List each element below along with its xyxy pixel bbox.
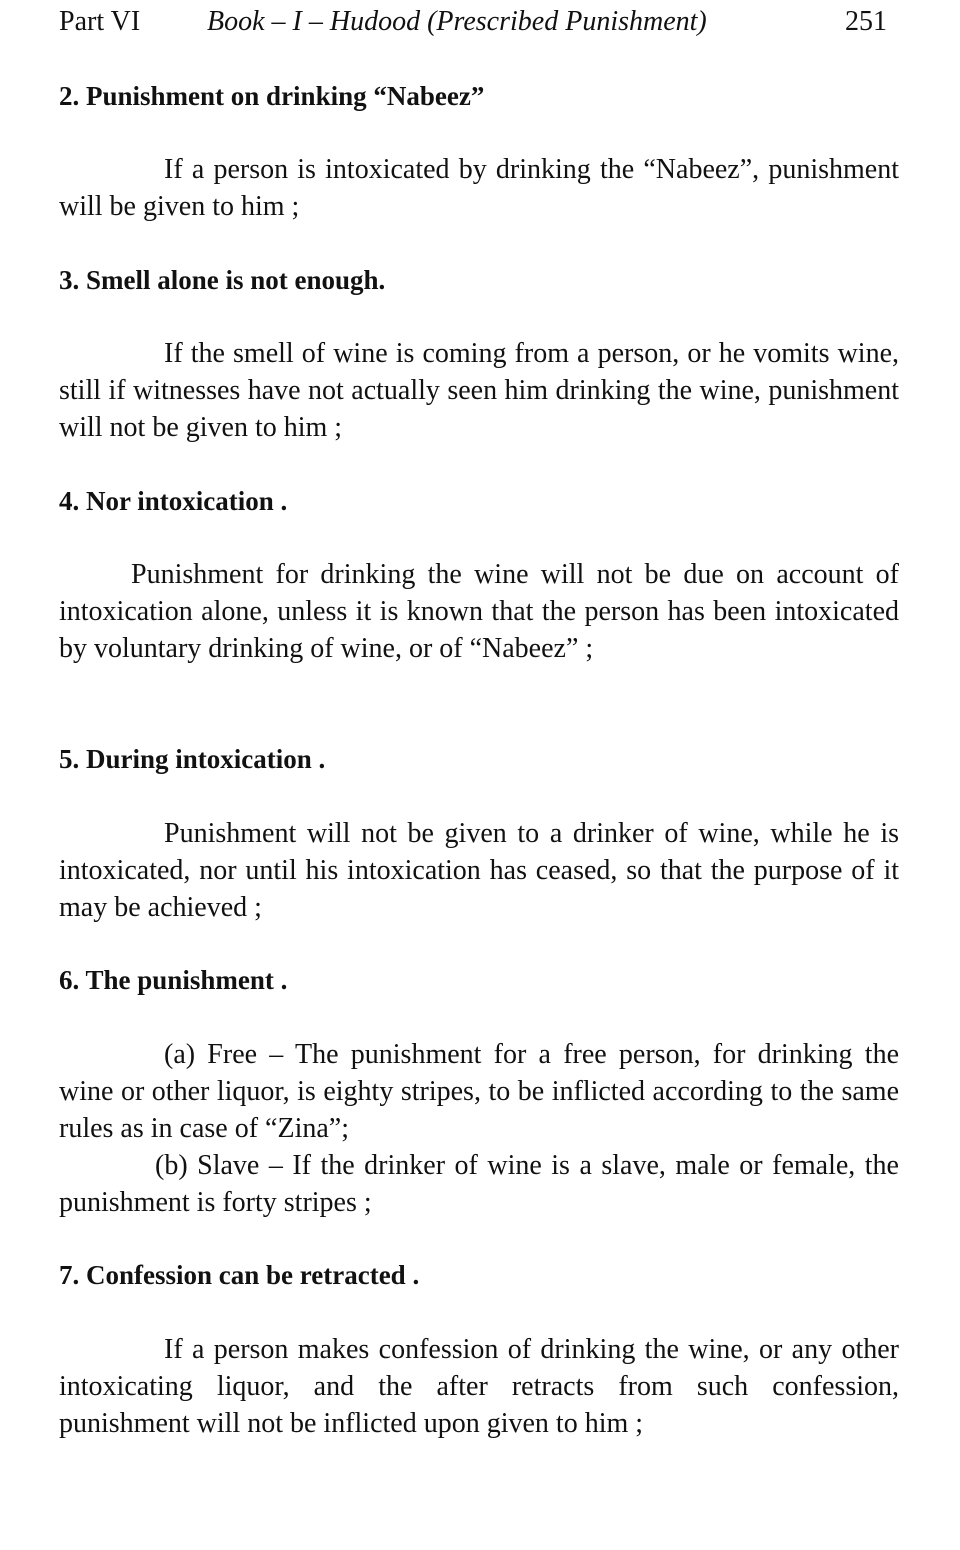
running-header <box>59 4 887 40</box>
section-paragraph: Punishment will not be given to a drinker of wine, while he is intoxicated, nor until his intoxication has ceased, so that the purpose of it may be achieved ; <box>59 818 899 923</box>
section-heading: 6. The punishment . <box>59 965 288 995</box>
section-paragraph: If the smell of wine is coming from a person, or he vomits wine, still if witnesses have not actually seen him drinking the wine, punishment will not be given to him ; <box>59 338 899 443</box>
section-paragraph: Punishment for drinking the wine will not be due on account of intoxication alone, unless it is known that the person has been intoxicated by voluntary drinking of wine, or of “Nabeez” ; <box>59 559 899 664</box>
section-heading: 5. During intoxication . <box>59 744 326 774</box>
section-heading: 7. Confession can be retracted . <box>59 1260 420 1290</box>
section-heading: 3. Smell alone is not enough. <box>59 265 386 295</box>
section-heading: 4. Nor intoxication . <box>59 486 288 516</box>
page-number: 251 <box>845 6 887 37</box>
section-paragraph: If a person makes confession of drinking the wine, or any other intoxicating liquor, and the after retracts from such confession, punishment will not be inflicted upon given to him ; <box>59 1334 899 1439</box>
section-paragraph: (b) Slave – If the drinker of wine is a slave, male or female, the punishment is forty stripes ; <box>59 1150 899 1218</box>
section-heading: 2. Punishment on drinking “Nabeez” <box>59 81 485 111</box>
header-book-title: Book – I – Hudood (Prescribed Punishment) <box>207 6 707 37</box>
header-part: Part VI <box>59 6 141 37</box>
section-paragraph: (a) Free – The punishment for a free person, for drinking the wine or other liquor, is eighty stripes, to be inflicted according to the same rules as in case of “Zina”; <box>59 1039 899 1144</box>
section-paragraph: If a person is intoxicated by drinking the “Nabeez”, punishment will be given to him ; <box>59 154 899 222</box>
